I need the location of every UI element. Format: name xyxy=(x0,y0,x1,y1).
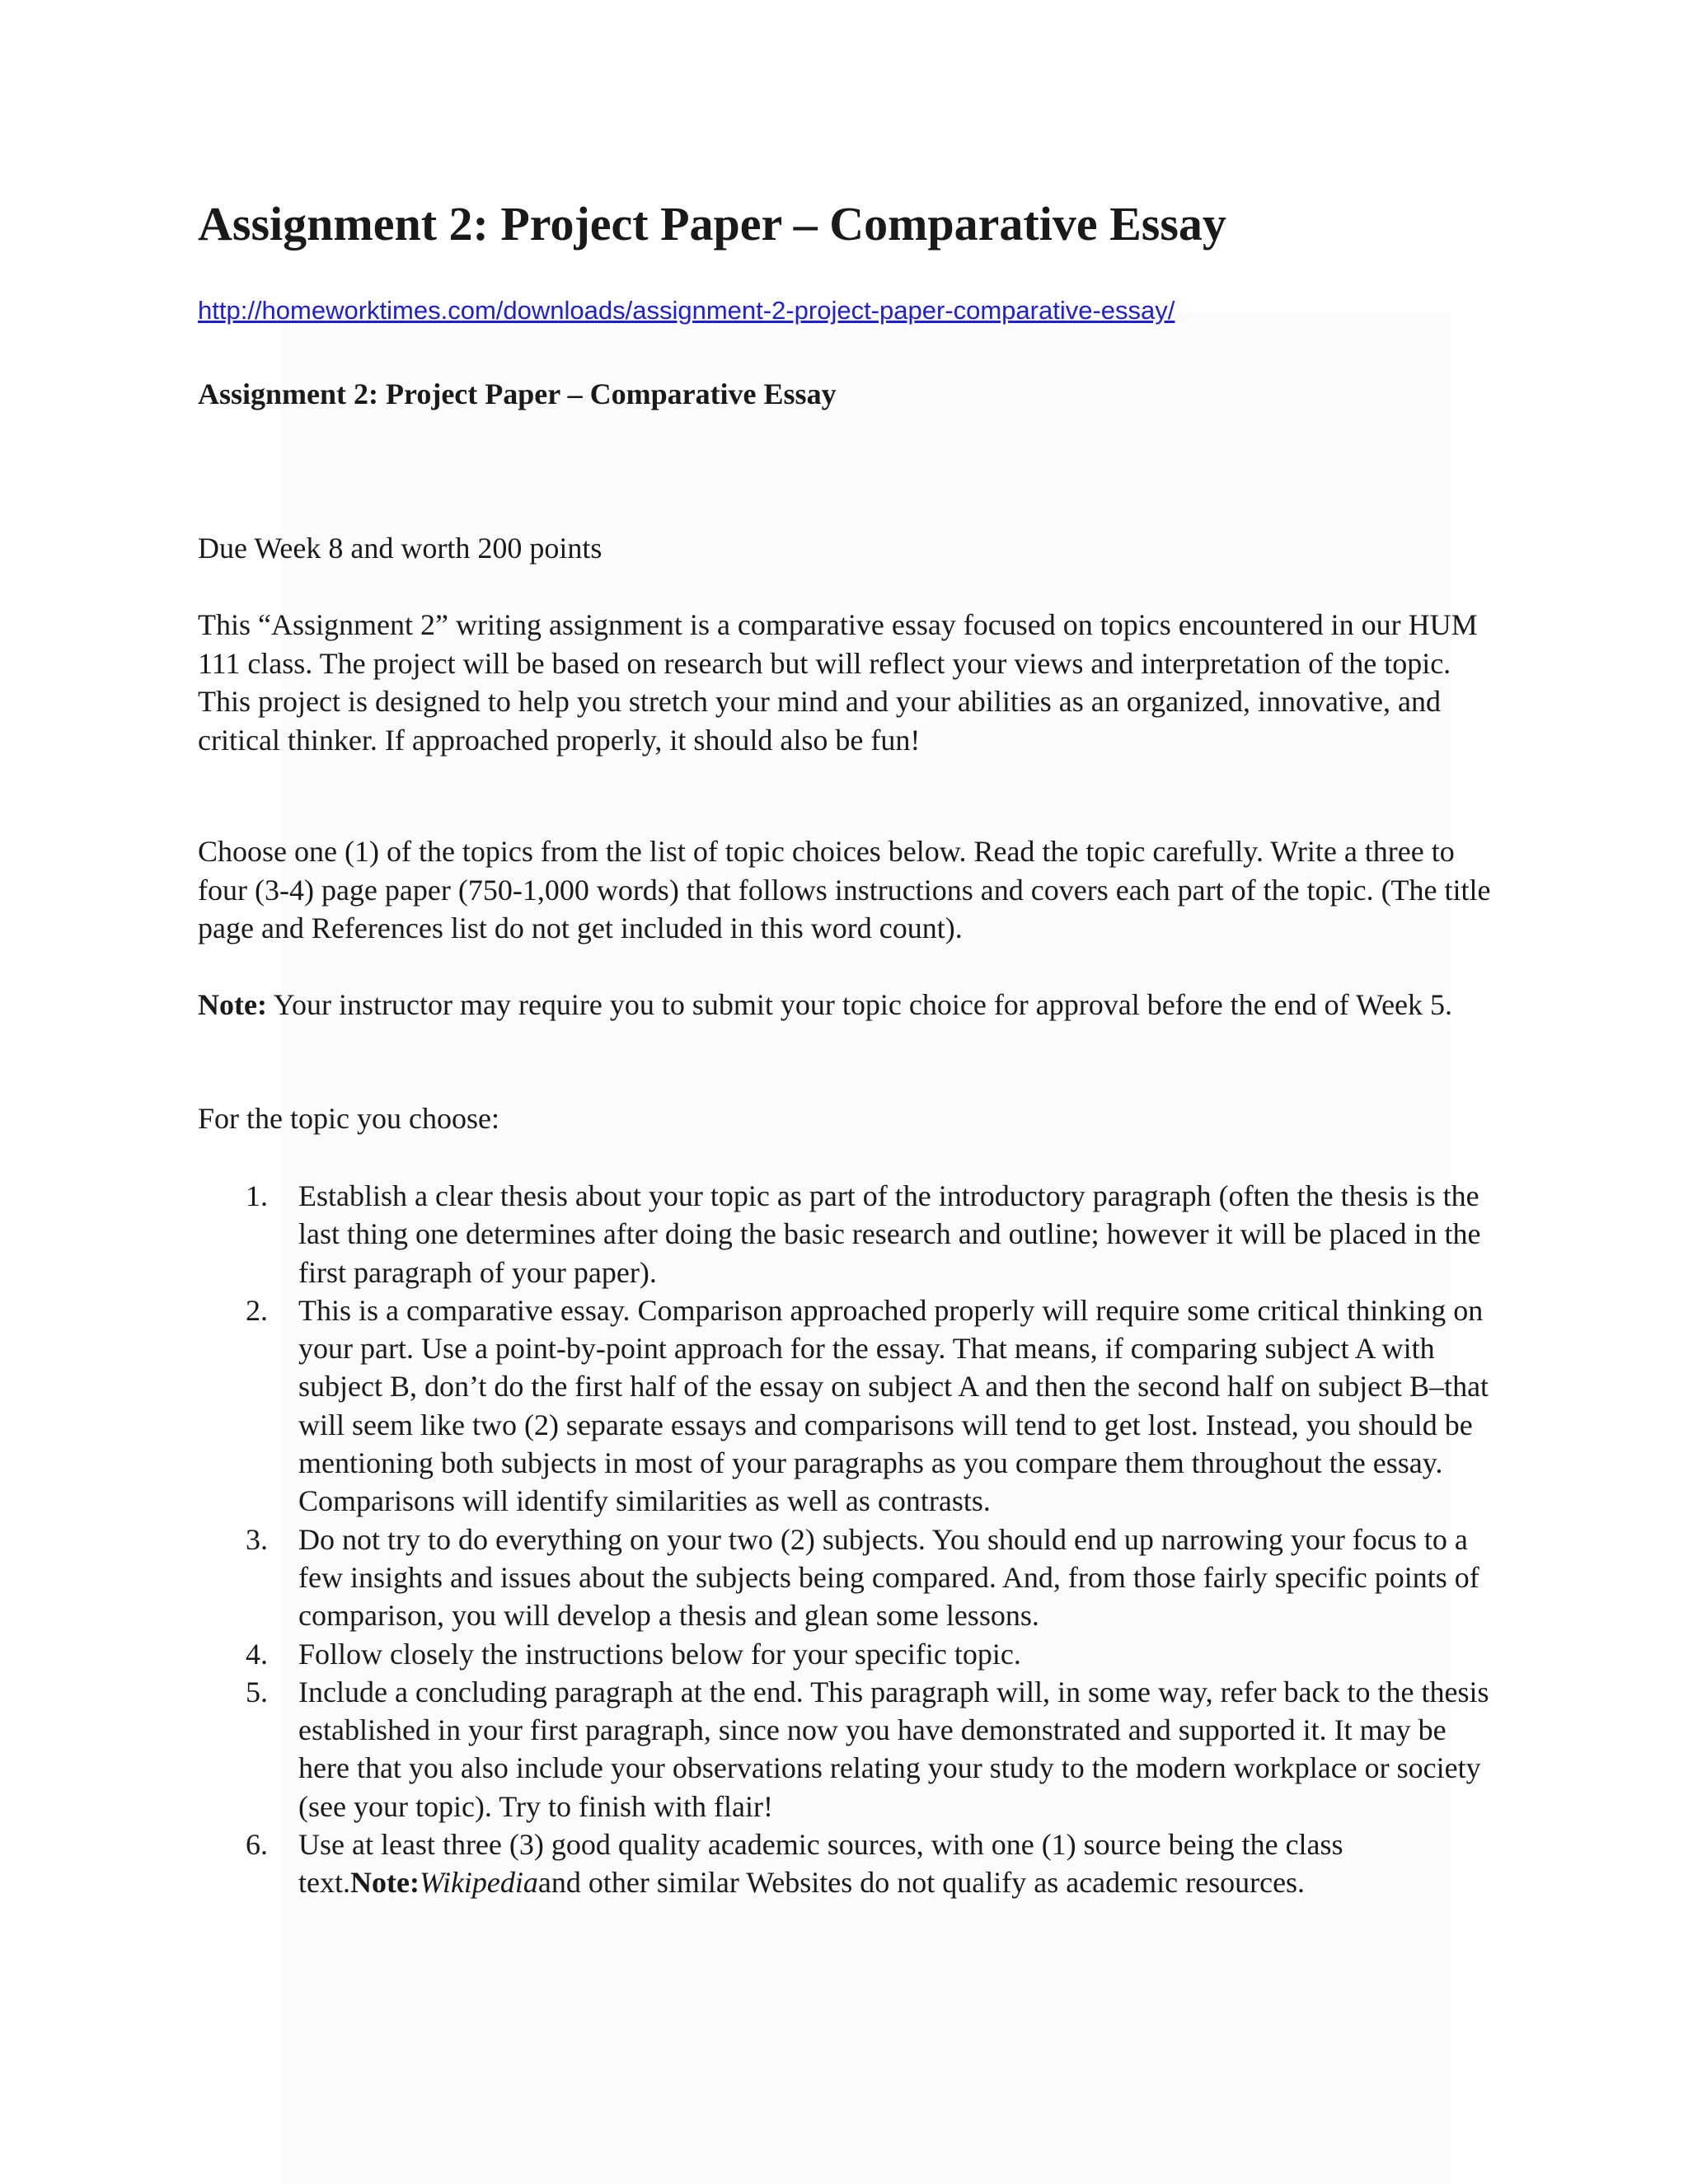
list-item xyxy=(198,1291,1500,1521)
choose-paragraph: Choose one (1) of the topics from the list of topic choices below. Read the topic carefully. Write a three to four (3-4) page paper (750-1,000 words) that follows instructions and covers each part of the topic. (The title page and References list do not get included in this word count). xyxy=(198,835,1491,944)
list-item-number: 1. xyxy=(246,1179,268,1212)
topic-intro-line: For the topic you choose: xyxy=(198,1102,499,1135)
list-item-number: 3. xyxy=(246,1522,268,1556)
list-item-number: 4. xyxy=(246,1637,268,1671)
list-item-text: Establish a clear thesis about your topic as part of the introductory paragraph (often the thesis is the last thing one determines after doing the basic research and outline; however it will be placed in the first paragraph of your paper). xyxy=(298,1179,1481,1289)
assignment-subtitle: Assignment 2: Project Paper – Comparative Essay xyxy=(198,377,837,410)
list-item-text: Do not try to do everything on your two (2) subjects. You should end up narrowing your focus to a few insights and issues about the subjects being compared. And, from those fairly specific points of comparison, you will develop a thesis and glean some lessons. xyxy=(298,1522,1479,1633)
note-paragraph xyxy=(198,986,1500,1024)
instructions-list xyxy=(198,1177,1500,1902)
list-item-text: Use at least three (3) good quality academic sources, with one (1) source being the class text. xyxy=(298,1828,1343,1900)
list-item xyxy=(198,1177,1500,1291)
due-line: Due Week 8 and worth 200 points xyxy=(198,532,603,565)
list-item xyxy=(198,1635,1500,1673)
list-item-text: This is a comparative essay. Comparison approached properly will require some critical thinking on your part. Use a point-by-point approach for the essay. That means, if comparing subject A with subject B, don’t do the first half of the essay on subject A and then the second half on subject B–that will seem like two (2) separate essays and comparisons will tend to get lost. Instead, you should be mentioning both subjects in most of your paragraphs as you compare them throughout the essay. Comparisons will identify similarities as well as contrasts. xyxy=(298,1293,1489,1518)
list-item-number: 5. xyxy=(246,1675,268,1708)
page-title: Assignment 2: Project Paper – Comparative Essay xyxy=(198,197,1226,251)
list-item-note-rest: and other similar Websites do not qualify as academic resources. xyxy=(537,1866,1306,1900)
intro-paragraph: This “Assignment 2” writing assignment is a comparative essay focused on topics encountered in our HUM 111 class. The project will be based on research but will reflect your views and interpretation of the topic. This project is designed to help you stretch your mind and your abilities as an organized, innovative, and critical thinker. If approached properly, it should also be fun! xyxy=(198,608,1478,757)
list-item-number: 6. xyxy=(246,1828,268,1862)
list-item-text: Follow closely the instructions below for your specific topic. xyxy=(298,1637,1021,1671)
list-item-note-label: Note: xyxy=(349,1866,420,1900)
source-link[interactable]: http://homeworktimes.com/downloads/assignment-2-project-paper-comparative-essay/ xyxy=(198,296,1175,325)
list-item xyxy=(198,1673,1500,1825)
list-item xyxy=(198,1521,1500,1635)
note-label: Note: xyxy=(198,988,267,1021)
list-item xyxy=(198,1825,1500,1902)
list-item-text: Include a concluding paragraph at the end. This paragraph will, in some way, refer back to the thesis established in your first paragraph, since now you have demonstrated and supported it. It may be here that you also include your observations relating your study to the modern workplace or society (see your topic). Try to finish with flair! xyxy=(298,1675,1489,1823)
list-item-note-italic: Wikipedia xyxy=(419,1866,538,1900)
list-item-number: 2. xyxy=(246,1293,268,1327)
note-text: Your instructor may require you to submit your topic choice for approval before the end of Week 5. xyxy=(266,988,1453,1021)
